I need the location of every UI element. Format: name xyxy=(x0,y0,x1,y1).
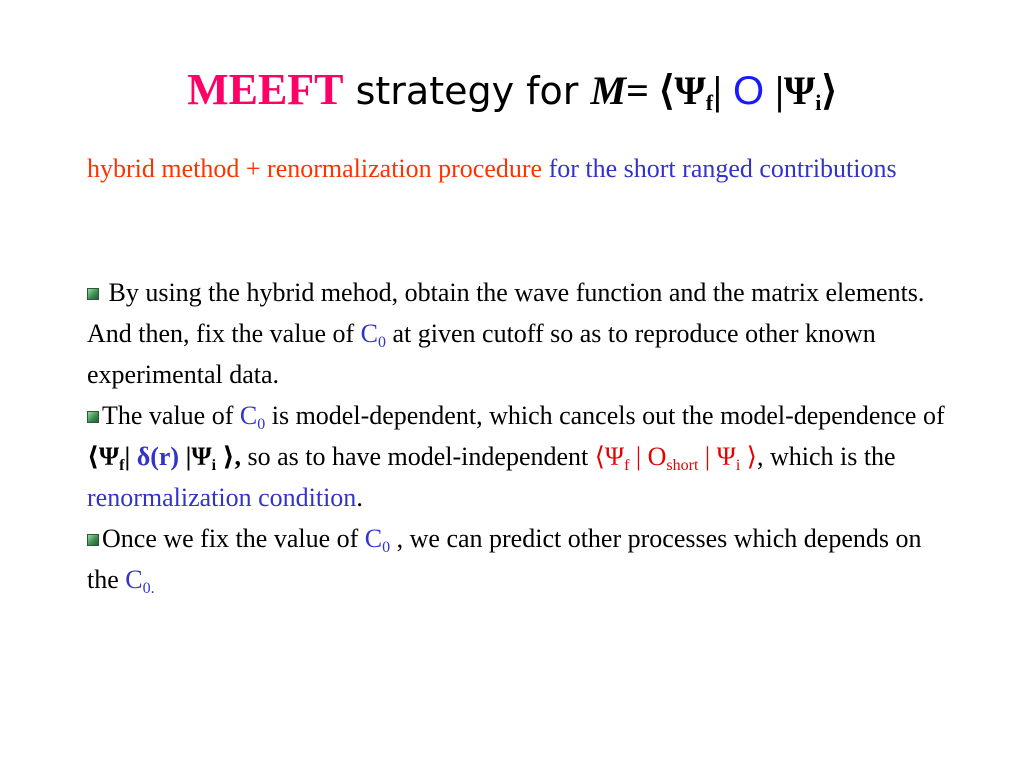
matrix-sub-f: f xyxy=(119,457,125,474)
title-bar2: | xyxy=(775,68,784,113)
matrix-bar1: | xyxy=(124,442,131,471)
bullet2-c: C xyxy=(239,401,258,430)
ind-lang: ⟨ xyxy=(594,442,605,471)
subtitle-part1: hybrid method xyxy=(87,154,240,183)
bullet2-text4: , which is the xyxy=(756,442,896,471)
bullet-paragraph-1 xyxy=(87,272,947,395)
bullet-square-icon xyxy=(87,288,99,300)
bullet1-text2: at given cutoff so as to reproduce other known experimental data. xyxy=(87,319,876,389)
matrix-delta: δ(r) xyxy=(130,442,186,471)
title-brand: MEEFT xyxy=(187,65,344,114)
title-op: O xyxy=(721,69,776,113)
ind-psi-f: Ψ xyxy=(604,442,625,471)
bullet2-text3: so as to have model-independent xyxy=(240,442,595,471)
slide-subtitle xyxy=(87,150,907,187)
ind-rang: ⟩ xyxy=(740,442,757,471)
subtitle-plus: + xyxy=(239,154,268,183)
renormalization-condition: renormalization condition xyxy=(87,483,357,512)
ind-o: O xyxy=(647,442,667,471)
bullet3-c: C xyxy=(364,524,383,553)
matrix-psi-f: Ψ xyxy=(98,442,120,471)
ind-sub-short: short xyxy=(666,457,699,474)
slide-title xyxy=(0,64,1024,117)
bullet-paragraph-2 xyxy=(87,395,947,518)
title-psi-f: Ψ xyxy=(674,68,706,113)
bullet2-text2: is model-dependent, which cancels out the model-dependence of xyxy=(265,401,945,430)
ind-sub-f: f xyxy=(624,457,630,474)
title-eq: = xyxy=(626,68,659,113)
matrix-psi-i: Ψ xyxy=(191,442,212,471)
bullet2-text1: The value of xyxy=(102,401,240,430)
bullet3-text2: , we can predict other processes which depends on the xyxy=(87,524,922,594)
bullet1-c: C xyxy=(360,319,378,348)
bullet-square-icon xyxy=(87,411,99,423)
matrix-lang: ⟨ xyxy=(87,442,99,471)
title-sub-f: f xyxy=(705,90,714,115)
slide-body xyxy=(87,272,947,600)
bullet-paragraph-3 xyxy=(87,518,947,600)
matrix-rang: ⟩, xyxy=(216,442,241,471)
title-lang: ⟨ xyxy=(658,68,675,113)
bullet3-c2: C xyxy=(125,565,143,594)
bullet2-text5: . xyxy=(356,483,363,512)
matrix-bar2: | xyxy=(185,442,192,471)
bullet3-c2-sub: 0. xyxy=(142,580,155,597)
subtitle-part2: renormalization procedure xyxy=(267,154,543,183)
bullet3-text1: Once we fix the value of xyxy=(102,524,365,553)
bullet2-c-sub: 0 xyxy=(257,416,266,433)
bullet3-c-sub: 0 xyxy=(382,539,391,556)
title-m: M xyxy=(590,68,627,113)
bullet1-c-sub: 0 xyxy=(378,334,386,351)
title-middle: strategy for xyxy=(343,69,591,113)
title-sub-i: i xyxy=(815,90,822,115)
bullet1-text1: By using the hybrid mehod, obtain the wave function and the matrix elements. And then, fix the value of xyxy=(87,278,925,348)
title-psi-i: Ψ xyxy=(783,68,816,113)
matrix-sub-i: i xyxy=(211,457,217,474)
subtitle-part3: for the short ranged contributions xyxy=(542,154,897,183)
ind-sub-i: i xyxy=(735,457,741,474)
title-rang: ⟩ xyxy=(821,68,837,113)
ind-bar1: | xyxy=(629,442,648,471)
title-bar1: | xyxy=(713,68,722,113)
ind-bar2: | xyxy=(698,442,717,471)
bullet-square-icon xyxy=(87,534,99,546)
ind-psi-i: Ψ xyxy=(716,442,736,471)
